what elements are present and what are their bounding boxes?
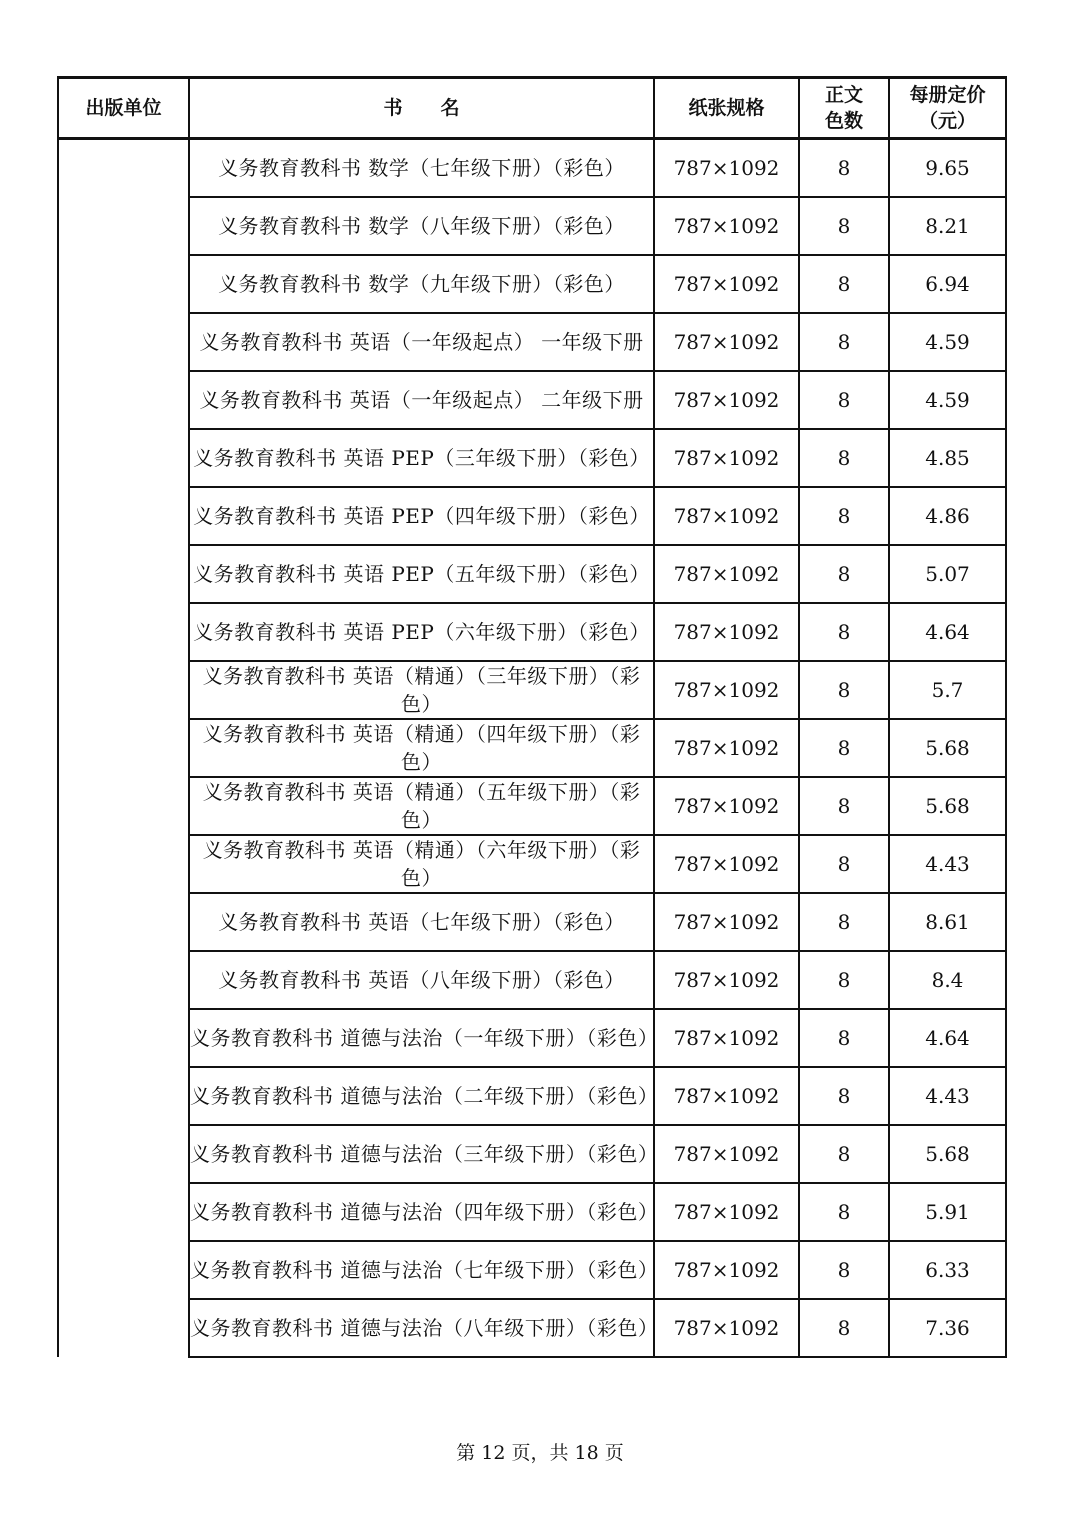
price-cell: 4.64 bbox=[889, 603, 1006, 661]
table-row bbox=[58, 951, 1006, 1009]
book-name-cell: 义务教育教科书 数学（九年级下册）（彩色） bbox=[189, 255, 654, 313]
price-cell: 6.94 bbox=[889, 255, 1006, 313]
price-cell: 5.7 bbox=[889, 661, 1006, 719]
paper-spec-cell: 787×1092 bbox=[654, 1067, 799, 1125]
paper-spec-cell: 787×1092 bbox=[654, 951, 799, 1009]
book-name-cell: 义务教育教科书 英语（精通）（三年级下册）（彩色） bbox=[189, 661, 654, 719]
paper-spec-cell: 787×1092 bbox=[654, 1299, 799, 1357]
table-row bbox=[58, 487, 1006, 545]
table-row bbox=[58, 139, 1006, 198]
price-cell: 5.68 bbox=[889, 777, 1006, 835]
color-count-cell: 8 bbox=[799, 893, 889, 951]
price-cell: 4.59 bbox=[889, 371, 1006, 429]
header-row bbox=[58, 78, 1006, 139]
table-row bbox=[58, 1125, 1006, 1183]
price-cell: 5.68 bbox=[889, 719, 1006, 777]
header-paper-spec: 纸张规格 bbox=[654, 78, 799, 139]
header-price: 每册定价 （元） bbox=[889, 78, 1006, 139]
color-count-cell: 8 bbox=[799, 777, 889, 835]
table-row bbox=[58, 1241, 1006, 1299]
page-footer: 第 12 页，共 18 页 bbox=[456, 1442, 624, 1464]
price-cell: 5.91 bbox=[889, 1183, 1006, 1241]
header-publisher: 出版单位 bbox=[58, 78, 189, 139]
book-name-cell: 义务教育教科书 道德与法治（七年级下册）（彩色） bbox=[189, 1241, 654, 1299]
color-count-cell: 8 bbox=[799, 429, 889, 487]
book-name-cell: 义务教育教科书 英语（八年级下册）（彩色） bbox=[189, 951, 654, 1009]
price-cell: 8.4 bbox=[889, 951, 1006, 1009]
book-name-cell: 义务教育教科书 数学（八年级下册）（彩色） bbox=[189, 197, 654, 255]
paper-spec-cell: 787×1092 bbox=[654, 1125, 799, 1183]
price-cell: 5.68 bbox=[889, 1125, 1006, 1183]
price-cell: 4.85 bbox=[889, 429, 1006, 487]
table-row bbox=[58, 777, 1006, 835]
header-color-count: 正文 色数 bbox=[799, 78, 889, 139]
paper-spec-cell: 787×1092 bbox=[654, 1009, 799, 1067]
paper-spec-cell: 787×1092 bbox=[654, 139, 799, 198]
header-book-name: 书 名 bbox=[189, 78, 654, 139]
color-count-cell: 8 bbox=[799, 1241, 889, 1299]
paper-spec-cell: 787×1092 bbox=[654, 255, 799, 313]
book-name-cell: 义务教育教科书 英语（一年级起点） 一年级下册 bbox=[189, 313, 654, 371]
book-name-cell: 义务教育教科书 英语（七年级下册）（彩色） bbox=[189, 893, 654, 951]
price-cell: 7.36 bbox=[889, 1299, 1006, 1357]
price-cell: 4.59 bbox=[889, 313, 1006, 371]
publisher-cell bbox=[58, 139, 189, 1358]
book-name-cell: 义务教育教科书 英语（精通）（四年级下册）（彩色） bbox=[189, 719, 654, 777]
table-row bbox=[58, 255, 1006, 313]
table-body bbox=[58, 139, 1006, 1358]
color-count-cell: 8 bbox=[799, 313, 889, 371]
price-cell: 5.07 bbox=[889, 545, 1006, 603]
price-cell: 4.43 bbox=[889, 1067, 1006, 1125]
book-name-cell: 义务教育教科书 英语 PEP（五年级下册）（彩色） bbox=[189, 545, 654, 603]
color-count-cell: 8 bbox=[799, 603, 889, 661]
table-row bbox=[58, 1009, 1006, 1067]
price-cell: 6.33 bbox=[889, 1241, 1006, 1299]
book-name-cell: 义务教育教科书 道德与法治（八年级下册）（彩色） bbox=[189, 1299, 654, 1357]
color-count-cell: 8 bbox=[799, 951, 889, 1009]
color-count-cell: 8 bbox=[799, 1299, 889, 1357]
paper-spec-cell: 787×1092 bbox=[654, 661, 799, 719]
paper-spec-cell: 787×1092 bbox=[654, 719, 799, 777]
price-cell: 8.21 bbox=[889, 197, 1006, 255]
table-row bbox=[58, 545, 1006, 603]
color-count-cell: 8 bbox=[799, 255, 889, 313]
table-row bbox=[58, 835, 1006, 893]
paper-spec-cell: 787×1092 bbox=[654, 893, 799, 951]
book-name-cell: 义务教育教科书 道德与法治（四年级下册）（彩色） bbox=[189, 1183, 654, 1241]
color-count-cell: 8 bbox=[799, 487, 889, 545]
book-name-cell: 义务教育教科书 英语（一年级起点） 二年级下册 bbox=[189, 371, 654, 429]
paper-spec-cell: 787×1092 bbox=[654, 545, 799, 603]
book-name-cell: 义务教育教科书 英语 PEP（三年级下册）（彩色） bbox=[189, 429, 654, 487]
paper-spec-cell: 787×1092 bbox=[654, 777, 799, 835]
color-count-cell: 8 bbox=[799, 661, 889, 719]
price-cell: 9.65 bbox=[889, 139, 1006, 198]
paper-spec-cell: 787×1092 bbox=[654, 197, 799, 255]
paper-spec-cell: 787×1092 bbox=[654, 603, 799, 661]
paper-spec-cell: 787×1092 bbox=[654, 1241, 799, 1299]
paper-spec-cell: 787×1092 bbox=[654, 835, 799, 893]
price-cell: 4.86 bbox=[889, 487, 1006, 545]
table-row bbox=[58, 371, 1006, 429]
book-name-cell: 义务教育教科书 英语 PEP（四年级下册）（彩色） bbox=[189, 487, 654, 545]
table-row bbox=[58, 893, 1006, 951]
textbook-price-table bbox=[57, 76, 1007, 1358]
table-row bbox=[58, 719, 1006, 777]
table-row bbox=[58, 1299, 1006, 1357]
table-row bbox=[58, 1183, 1006, 1241]
table-row bbox=[58, 661, 1006, 719]
table-row bbox=[58, 603, 1006, 661]
book-name-cell: 义务教育教科书 数学（七年级下册）（彩色） bbox=[189, 139, 654, 198]
table-row bbox=[58, 429, 1006, 487]
color-count-cell: 8 bbox=[799, 835, 889, 893]
book-name-cell: 义务教育教科书 道德与法治（一年级下册）（彩色） bbox=[189, 1009, 654, 1067]
price-cell: 8.61 bbox=[889, 893, 1006, 951]
table-row bbox=[58, 313, 1006, 371]
book-name-cell: 义务教育教科书 英语 PEP（六年级下册）（彩色） bbox=[189, 603, 654, 661]
book-name-cell: 义务教育教科书 道德与法治（二年级下册）（彩色） bbox=[189, 1067, 654, 1125]
price-cell: 4.64 bbox=[889, 1009, 1006, 1067]
book-name-cell: 义务教育教科书 英语（精通）（六年级下册）（彩色） bbox=[189, 835, 654, 893]
book-name-cell: 义务教育教科书 英语（精通）（五年级下册）（彩色） bbox=[189, 777, 654, 835]
color-count-cell: 8 bbox=[799, 545, 889, 603]
color-count-cell: 8 bbox=[799, 1125, 889, 1183]
table-header bbox=[58, 78, 1006, 139]
color-count-cell: 8 bbox=[799, 1183, 889, 1241]
paper-spec-cell: 787×1092 bbox=[654, 429, 799, 487]
table-row bbox=[58, 1067, 1006, 1125]
color-count-cell: 8 bbox=[799, 719, 889, 777]
color-count-cell: 8 bbox=[799, 139, 889, 198]
color-count-cell: 8 bbox=[799, 1067, 889, 1125]
paper-spec-cell: 787×1092 bbox=[654, 371, 799, 429]
paper-spec-cell: 787×1092 bbox=[654, 487, 799, 545]
color-count-cell: 8 bbox=[799, 371, 889, 429]
book-name-cell: 义务教育教科书 道德与法治（三年级下册）（彩色） bbox=[189, 1125, 654, 1183]
table-row bbox=[58, 197, 1006, 255]
color-count-cell: 8 bbox=[799, 197, 889, 255]
paper-spec-cell: 787×1092 bbox=[654, 313, 799, 371]
color-count-cell: 8 bbox=[799, 1009, 889, 1067]
price-cell: 4.43 bbox=[889, 835, 1006, 893]
paper-spec-cell: 787×1092 bbox=[654, 1183, 799, 1241]
